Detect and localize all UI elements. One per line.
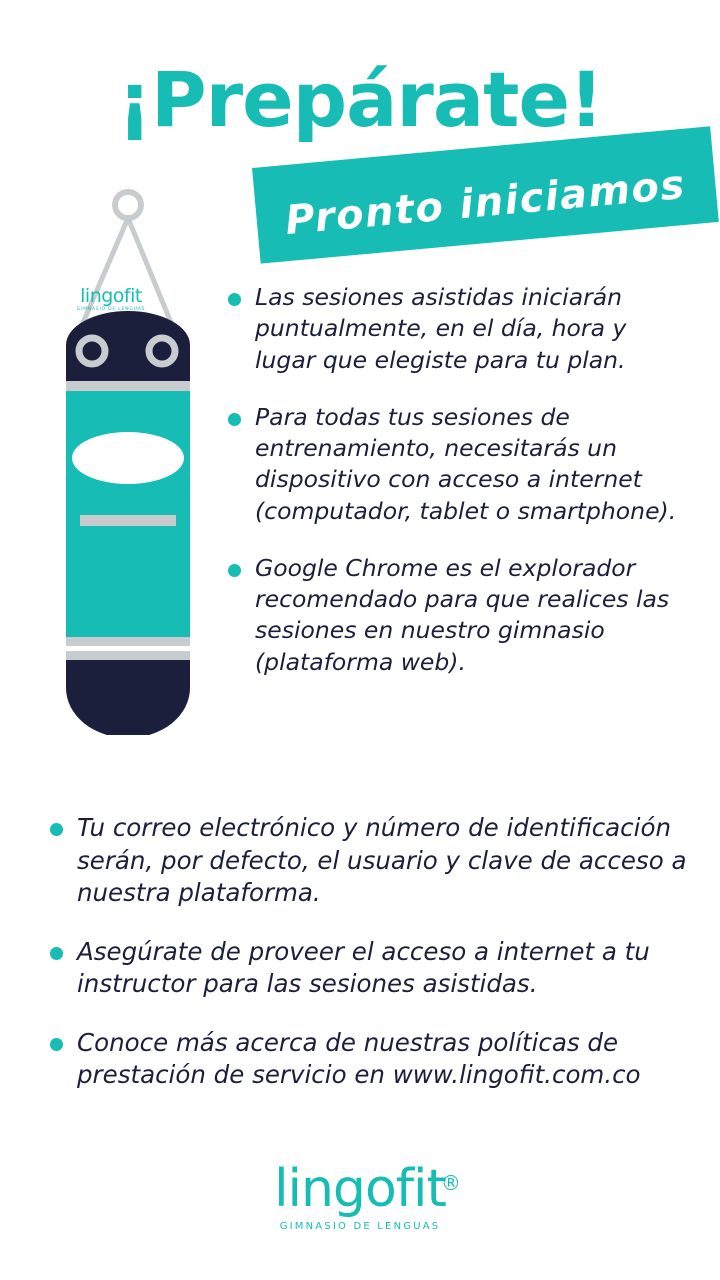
list-item-text: Google Chrome es el explorador recomendado para que realices las sesiones en nuestro gimnasio (plataforma web). [255, 553, 670, 676]
bag-logo-word: lingofit [80, 285, 142, 307]
list-item-text: Asegúrate de proveer el acceso a internet a tu instructor para las sesiones asistidas. [77, 936, 650, 999]
bag-band-top [66, 381, 190, 391]
list-item-text: Las sesiones asistidas iniciarán puntualmente, en el día, hora y lugar que elegiste para tu plan. [255, 283, 627, 374]
bag-logo-badge [72, 432, 184, 484]
bullet-dot-icon [228, 564, 241, 577]
list-item [50, 812, 690, 910]
page-title: ¡Prepárate! [117, 55, 603, 144]
bag-logo-text [55, 285, 167, 312]
bag-body [66, 391, 190, 637]
list-item [50, 1027, 690, 1092]
hanging-ring-icon [115, 192, 141, 218]
bag-stripe-middle [80, 515, 176, 526]
bullet-list-full [50, 812, 690, 1118]
bag-band-lower-2 [66, 651, 190, 660]
bag-logo-subtitle: GIMNASIO DE LENGUAS [76, 307, 146, 312]
list-item [228, 553, 690, 678]
bullet-dot-icon [50, 1038, 63, 1051]
ribbon-label: Pronto iniciamos [283, 161, 688, 245]
registered-mark-icon: ® [440, 1171, 460, 1195]
footer-logo [0, 1159, 720, 1232]
list-item-text: Conoce más acerca de nuestras políticas de prestación de servicio en www.lingofit.com.co [77, 1027, 641, 1090]
footer-logo-subtitle: GIMNASIO DE LENGUAS [279, 1221, 441, 1232]
bullet-dot-icon [50, 947, 63, 960]
list-item-text: Tu correo electrónico y número de identificación serán, por defecto, el usuario y clave de acceso a nuestra plataforma. [77, 813, 687, 908]
list-item-text: Para todas tus sesiones de entrenamiento, necesitarás un dispositivo con acceso a internet (computador, tablet o smartphone). [255, 402, 677, 525]
list-item [228, 282, 690, 376]
list-item [228, 402, 690, 527]
bag-bottom-cap [66, 660, 190, 735]
list-item [50, 936, 690, 1001]
bag-band-lower-1 [66, 637, 190, 646]
bullet-list-right [228, 282, 690, 704]
bullet-dot-icon [228, 293, 241, 306]
bullet-dot-icon [50, 823, 63, 836]
footer-logo-word [274, 1159, 460, 1219]
footer-logo-text: lingofit [274, 1159, 446, 1219]
bullet-dot-icon [228, 413, 241, 426]
